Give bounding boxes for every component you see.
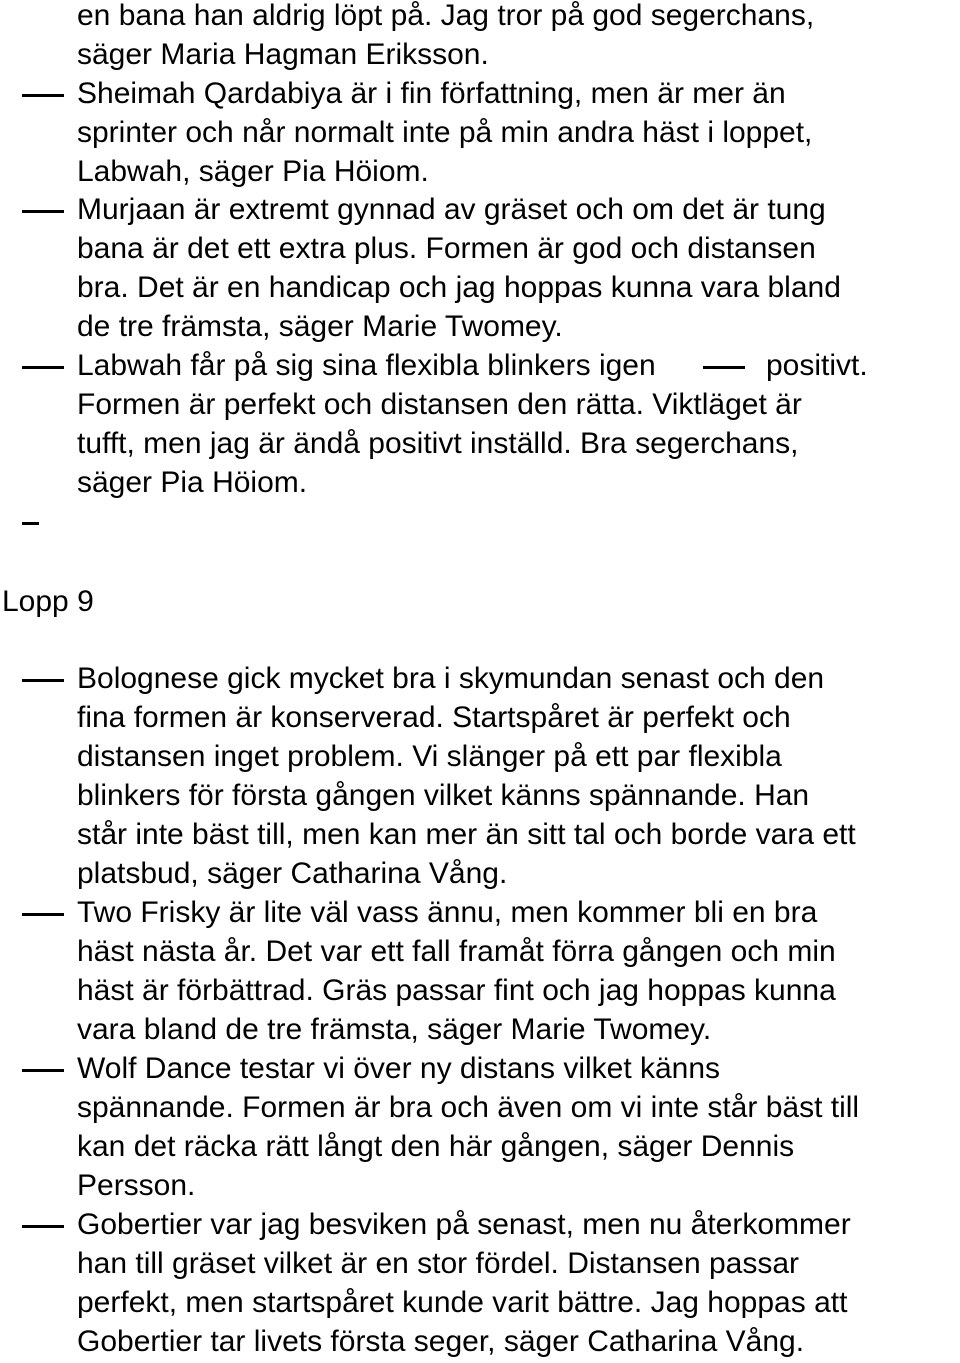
text-line: vara bland de tre främsta, säger Marie Twomey. [77, 1013, 712, 1046]
dash-separator [703, 366, 745, 369]
text-line: häst nästa år. Det var ett fall framåt förra gången och min [77, 935, 836, 968]
dash-bullet [22, 522, 39, 525]
text-line: häst är förbättrad. Gräs passar fint och jag hoppas kunna [77, 974, 836, 1007]
text-line: de tre främsta, säger Marie Twomey. [77, 310, 563, 343]
text-line: Gobertier var jag besviken på senast, men nu återkommer [77, 1208, 851, 1241]
text-line: Sheimah Qardabiya är i fin författning, men är mer än [77, 77, 786, 110]
text-line: Labwah får på sig sina flexibla blinkers igen [77, 349, 656, 382]
section-heading: Lopp 9 [2, 585, 94, 618]
text-line: Gobertier tar livets första seger, säger Catharina Vång. [77, 1325, 805, 1358]
dash-bullet [22, 366, 64, 369]
text-line: Murjaan är extremt gynnad av gräset och om det är tung [77, 193, 826, 226]
text-line: säger Maria Hagman Eriksson. [77, 38, 489, 71]
text-line: Persson. [77, 1169, 196, 1202]
text-line: positivt. [766, 349, 868, 382]
text-line: står inte bäst till, men kan mer än sitt tal och borde vara ett [77, 818, 856, 851]
text-line: kan det räcka rätt långt den här gången, säger Dennis [77, 1130, 795, 1163]
text-line: spännande. Formen är bra och även om vi inte står bäst till [77, 1091, 860, 1124]
dash-bullet [22, 1225, 64, 1228]
dash-bullet [22, 913, 64, 916]
text-line: han till gräset vilket är en stor fördel. Distansen passar [77, 1247, 800, 1280]
text-line: fina formen är konserverad. Startspåret är perfekt och [77, 701, 791, 734]
text-line: tufft, men jag är ändå positivt inställd. Bra segerchans, [77, 427, 799, 460]
text-line: platsbud, säger Catharina Vång. [77, 857, 508, 890]
text-line: distansen inget problem. Vi slänger på ett par flexibla [77, 740, 782, 773]
text-line: Bolognese gick mycket bra i skymundan senast och den [77, 662, 825, 695]
text-line: Formen är perfekt och distansen den rätta. Viktläget är [77, 388, 802, 421]
dash-bullet [22, 94, 64, 97]
text-line: en bana han aldrig löpt på. Jag tror på god segerchans, [77, 0, 815, 32]
text-line: bra. Det är en handicap och jag hoppas kunna vara bland [77, 271, 841, 304]
dash-bullet [22, 1069, 64, 1072]
text-line: blinkers för första gången vilket känns spännande. Han [77, 779, 810, 812]
text-line: perfekt, men startspåret kunde varit bättre. Jag hoppas att [77, 1286, 848, 1319]
text-line: bana är det ett extra plus. Formen är god och distansen [77, 232, 816, 265]
text-line: sprinter och når normalt inte på min andra häst i loppet, [77, 116, 813, 149]
text-line: Two Frisky är lite väl vass ännu, men kommer bli en bra [77, 896, 818, 929]
text-line: Wolf Dance testar vi över ny distans vilket känns [77, 1052, 721, 1085]
text-line: säger Pia Höiom. [77, 466, 308, 499]
dash-bullet [22, 210, 64, 213]
dash-bullet [22, 679, 64, 682]
text-line: Labwah, säger Pia Höiom. [77, 155, 429, 188]
